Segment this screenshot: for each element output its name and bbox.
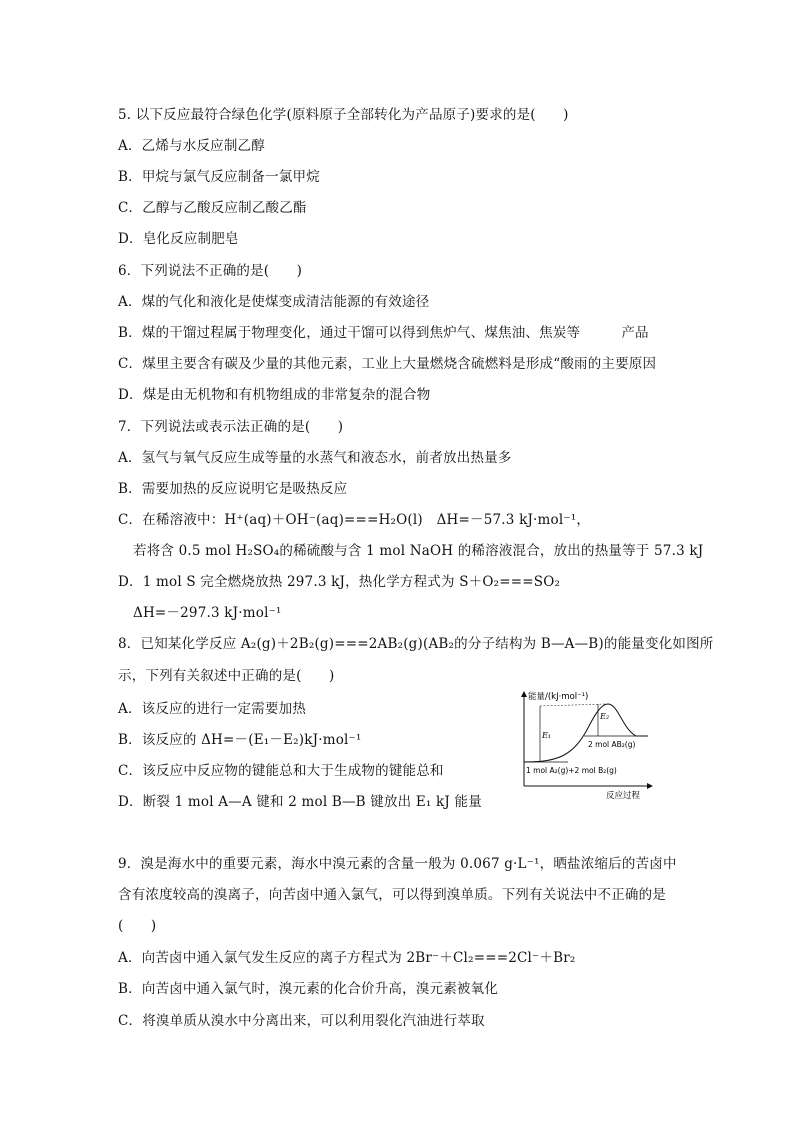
q6-option-a: A．煤的气化和液化是使煤变成清洁能源的有效途径 <box>118 294 430 310</box>
q7-option-c-line1: C．在稀溶液中：H⁺(aq)＋OH⁻(aq)===H₂O(l) ΔH=－57.3 kJ·mol⁻¹， <box>118 512 591 528</box>
q8-option-a: A．该反应的进行一定需要加热 <box>118 701 307 717</box>
reactant-label: 1 mol A₂(g)+2 mol B₂(g) <box>526 766 617 775</box>
q8-stem-line1: 8．已知某化学反应 A₂(g)＋2B₂(g)===2AB₂(g)(AB₂的分子结构为 B—A—B)的能量变化如图所 <box>118 636 714 652</box>
q9-stem-line2: 含有浓度较高的溴离子，向苦卤中通入氯气，可以得到溴单质。下列有关说法中不正确的是 <box>118 887 666 903</box>
product-label: 2 mol AB₂(g) <box>588 740 636 749</box>
q5-option-c: C．乙醇与乙酸反应制乙酸乙酯 <box>118 200 307 216</box>
e1-label: E₁ <box>542 731 552 740</box>
q9-stem-line3: ( ) <box>118 918 157 934</box>
diagram-xlabel: 反应过程 <box>606 791 641 800</box>
q5-option-b: B．甲烷与氯气反应制备一氯甲烷 <box>118 169 320 185</box>
q9-option-c: C．将溴单质从溴水中分离出来，可以利用裂化汽油进行萃取 <box>118 1013 485 1029</box>
q7-option-d-line1: D．1 mol S 完全燃烧放热 297.3 kJ，热化学方程式为 S＋O₂===SO₂ <box>118 574 561 590</box>
peak-line <box>540 704 606 706</box>
q9-stem-line1: 9．溴是海水中的重要元素，海水中溴元素的含量一般为 0.067 g·L⁻¹，晒盐浓缩后的苦卤中 <box>118 856 677 872</box>
q6-option-d: D．煤是由无机物和有机物组成的非常复杂的混合物 <box>118 387 431 403</box>
q7-option-d-line2: ΔH=－297.3 kJ·mol⁻¹ <box>133 605 282 621</box>
q9-option-b: B．向苦卤中通入氯气时，溴元素的化合价升高，溴元素被氧化 <box>118 981 499 997</box>
q5-option-d: D．皂化反应制肥皂 <box>118 231 239 247</box>
q9-option-a: A．向苦卤中通入氯气发生反应的离子方程式为 2Br⁻＋Cl₂===2Cl⁻＋Br₂ <box>118 950 576 966</box>
q6-option-c: C．煤里主要含有碳及少量的其他元素，工业上大量燃烧含硫燃料是形成“酸雨的主要原因 <box>118 356 657 372</box>
e2-label: E₂ <box>600 712 610 721</box>
q8-option-d: D．断裂 1 mol A—A 键和 2 mol B—B 键放出 E₁ kJ 能量 <box>118 794 482 810</box>
q7-option-c-line2: 若将含 0.5 mol H₂SO₄的稀硫酸与含 1 mol NaOH 的稀溶液混合，放出的热量等于 57.3 kJ <box>133 543 704 559</box>
q5-stem: 5. 以下反应最符合绿色化学(原料原子全部转化为产品原子)要求的是( ) <box>118 107 569 123</box>
q7-option-a: A．氢气与氧气反应生成等量的水蒸气和液态水，前者放出热量多 <box>118 450 512 466</box>
q8-option-b: B．该反应的 ΔH=－(E₁－E₂)kJ·mol⁻¹ <box>118 732 362 748</box>
q6-option-b: B．煤的干馏过程属于物理变化，通过干馏可以得到焦炉气、煤焦油、焦炭等 产品 <box>118 325 649 341</box>
q7-option-b: B．需要加热的反应说明它是吸热反应 <box>118 481 348 497</box>
q8-stem-line2: 示，下列有关叙述中正确的是( ) <box>118 668 335 684</box>
q8-option-c: C．该反应中反应物的键能总和大于生成物的键能总和 <box>118 763 444 779</box>
diagram-ylabel: 能量/(kJ·mol⁻¹) <box>528 692 589 702</box>
q5-option-a: A．乙烯与水反应制乙醇 <box>118 138 265 154</box>
q6-stem: 6．下列说法不正确的是( ) <box>118 263 303 279</box>
q7-stem: 7．下列说法或表示法正确的是( ) <box>118 419 344 435</box>
energy-diagram <box>518 690 658 800</box>
